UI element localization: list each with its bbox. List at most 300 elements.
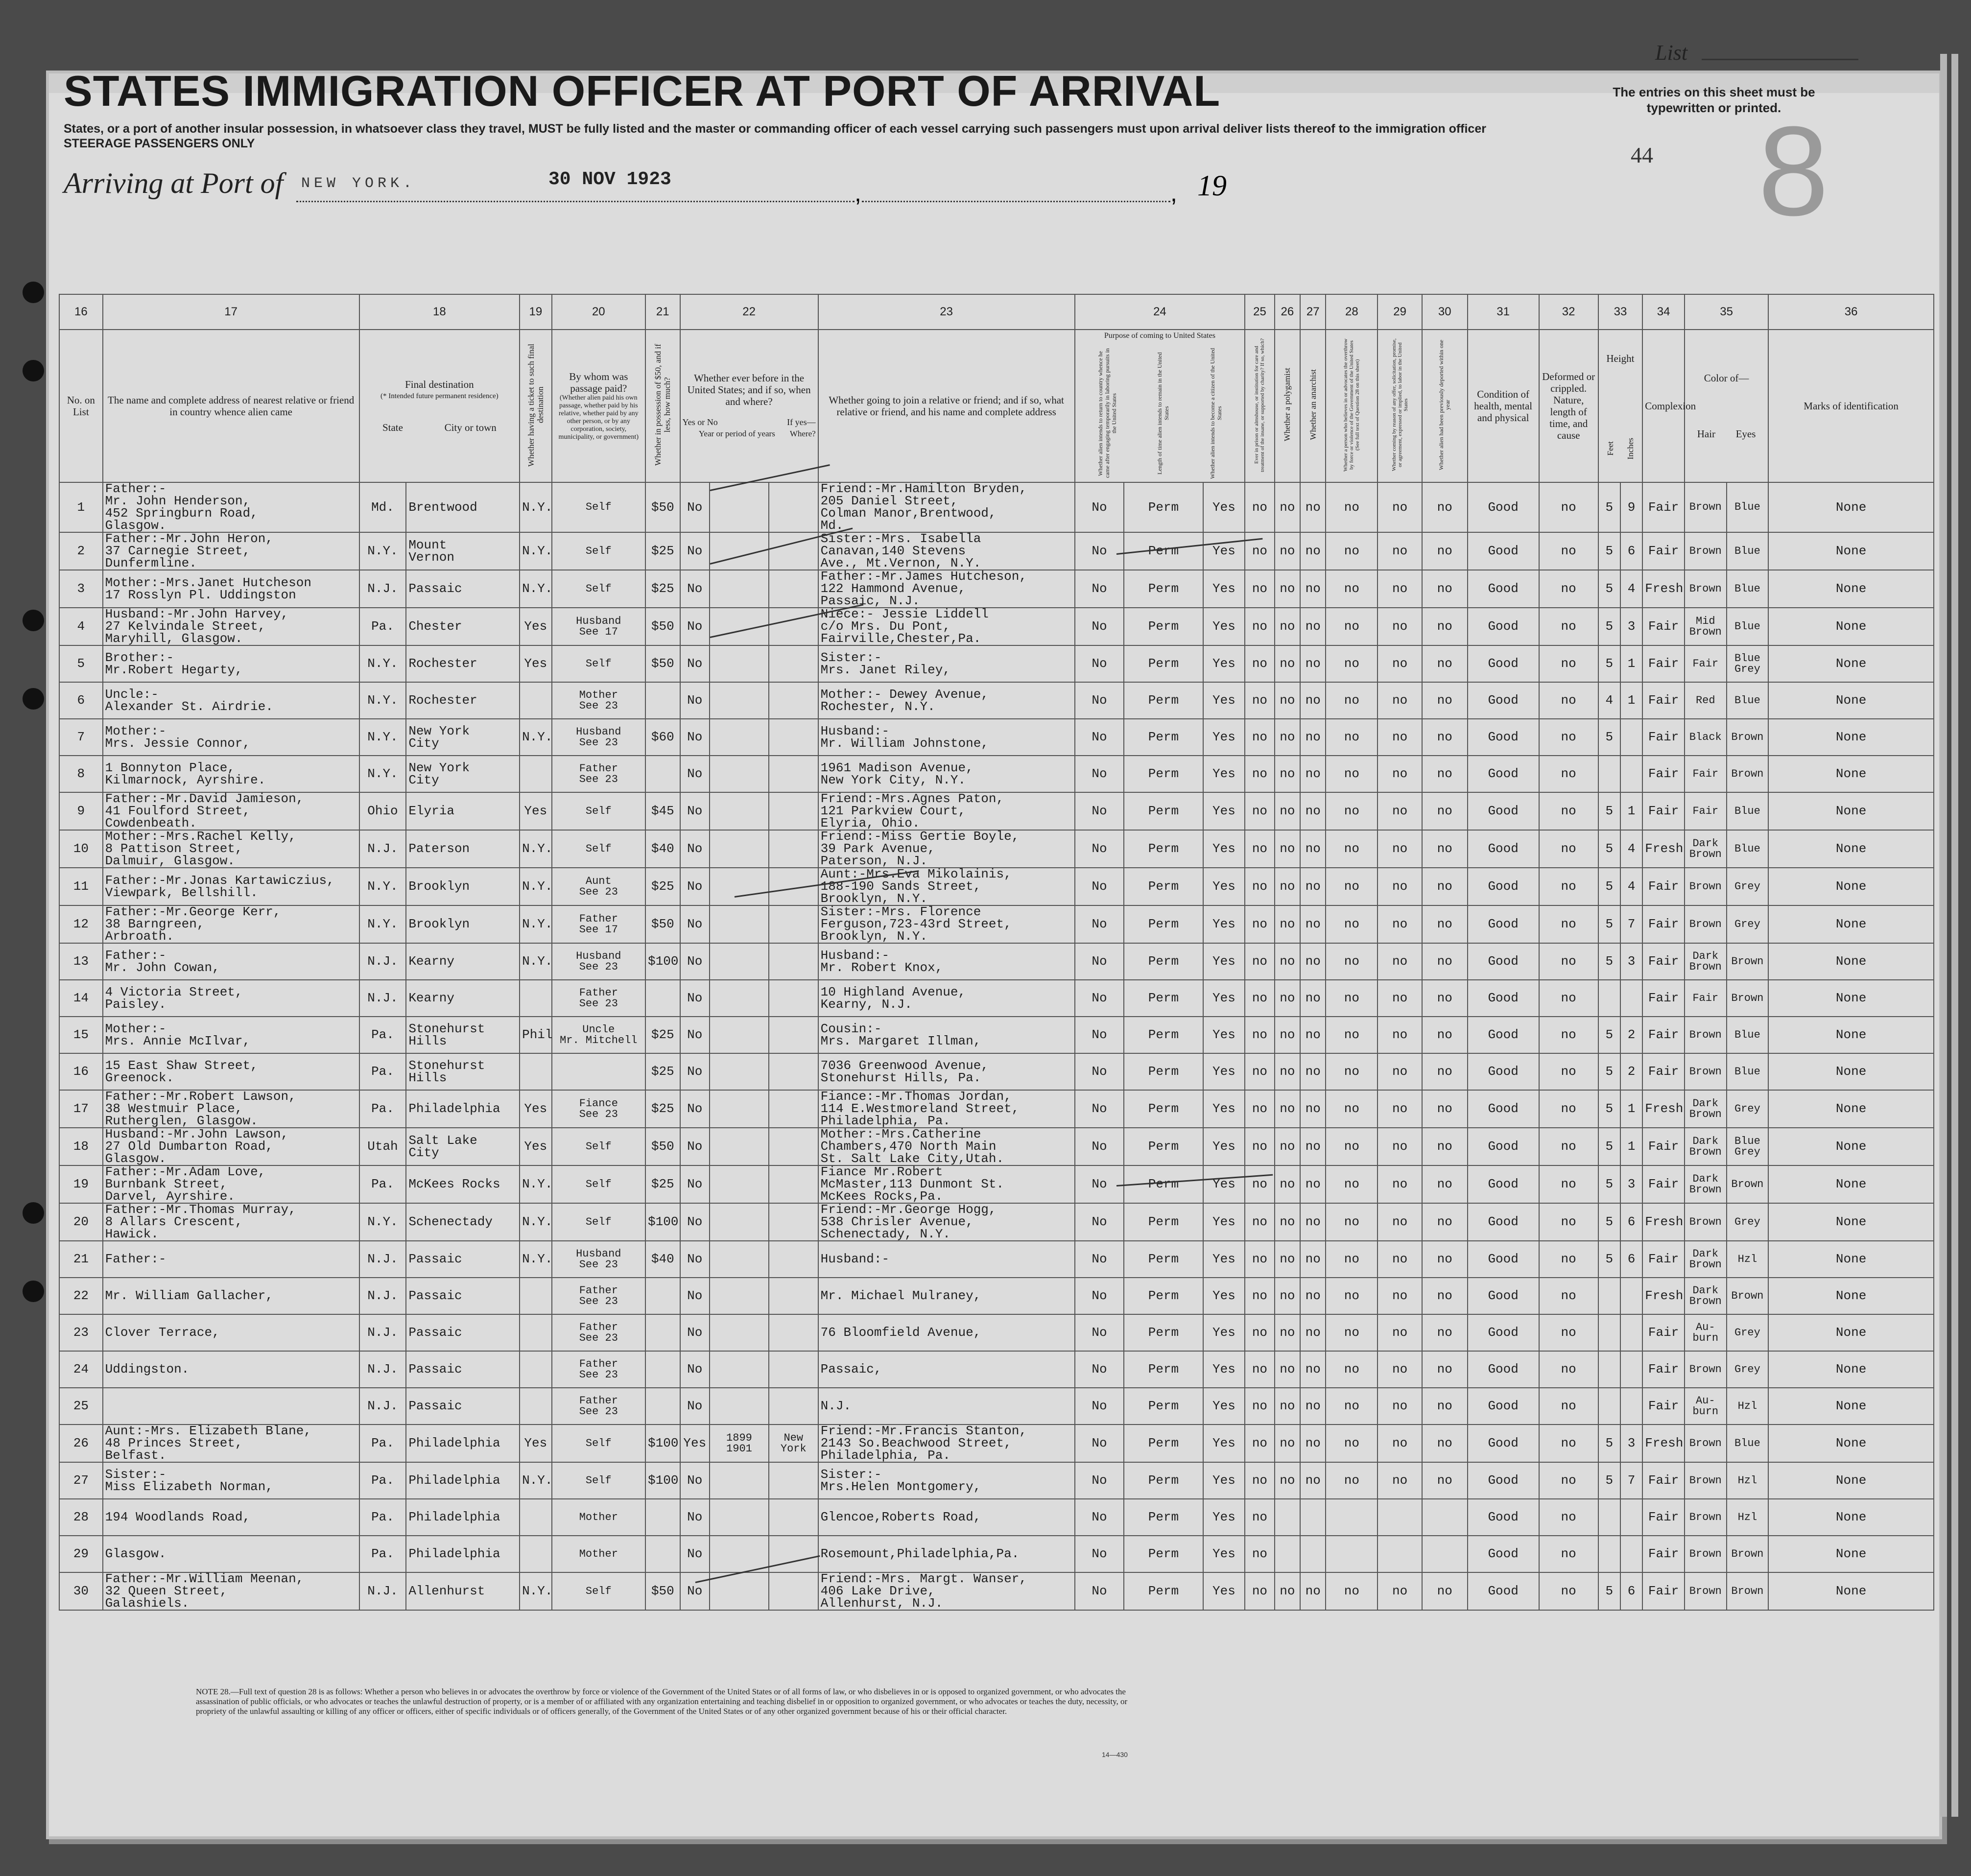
punch-hole xyxy=(23,610,44,631)
cell-no: 25 xyxy=(59,1388,103,1425)
cell-c26: no xyxy=(1275,645,1300,682)
cell-year xyxy=(710,1536,769,1572)
cell-c24a: No xyxy=(1075,868,1124,905)
cell-ticket xyxy=(520,682,551,719)
cell-city: Chester xyxy=(406,608,520,645)
header-final-destination xyxy=(359,330,520,482)
cell-where xyxy=(769,1017,818,1053)
cell-c29: no xyxy=(1377,608,1422,645)
cell-relative: Mother:-Mrs.Rachel Kelly, 8 Pattison Street, Dalmuir, Glasgow. xyxy=(103,830,359,868)
cell-ticket: Yes xyxy=(520,1128,551,1165)
header-24c: Whether alien intends to become a citizen of the United States xyxy=(1209,348,1223,479)
table-row xyxy=(59,482,1934,532)
cell-eyes: Blue xyxy=(1727,682,1769,719)
cell-feet: 5 xyxy=(1598,868,1620,905)
header-city: City or town xyxy=(444,422,497,433)
cell-c26: no xyxy=(1275,1165,1300,1203)
cell-ticket: N.Y. xyxy=(520,943,551,980)
cell-c30: no xyxy=(1422,645,1468,682)
cell-c27: no xyxy=(1300,1278,1326,1314)
cell-feet: 5 xyxy=(1598,905,1620,943)
cell-c28: no xyxy=(1326,830,1377,868)
cell-state: Pa. xyxy=(359,1165,406,1203)
cell-marks: None xyxy=(1768,1278,1934,1314)
cell-c24c: Yes xyxy=(1203,1017,1245,1053)
cell-year xyxy=(710,1314,769,1351)
cell-ticket: N.Y. xyxy=(520,719,551,756)
cell-c26: no xyxy=(1275,1203,1300,1241)
sheet-number: 44 xyxy=(1631,142,1653,167)
cell-where xyxy=(769,1241,818,1278)
cell-marks: None xyxy=(1768,1165,1934,1203)
cell-city: Philadelphia xyxy=(406,1462,520,1499)
table-row xyxy=(59,868,1934,905)
cell-state: N.Y. xyxy=(359,645,406,682)
cell-no: 15 xyxy=(59,1017,103,1053)
cell-complexion: Fair xyxy=(1642,482,1685,532)
header-28 xyxy=(1326,330,1377,482)
cell-ticket: N.Y. xyxy=(520,532,551,570)
cell-c25: no xyxy=(1245,1572,1274,1610)
cell-before: No xyxy=(680,943,710,980)
cell-marks: None xyxy=(1768,608,1934,645)
cell-ticket: Yes xyxy=(520,1425,551,1462)
cell-c28: no xyxy=(1326,1278,1377,1314)
cell-paid: Self xyxy=(552,645,645,682)
cell-c26: no xyxy=(1275,756,1300,792)
cell-deformed: no xyxy=(1539,1388,1598,1425)
cell-c29: no xyxy=(1377,1462,1422,1499)
year-label: 19 xyxy=(1197,169,1227,202)
cell-ticket: Yes xyxy=(520,608,551,645)
cell-year xyxy=(710,1128,769,1165)
cell-complexion: Fair xyxy=(1642,1241,1685,1278)
cell-marks: None xyxy=(1768,1128,1934,1165)
cell-eyes: Blue xyxy=(1727,792,1769,830)
cell-c24b: Perm xyxy=(1124,719,1203,756)
cell-c28: no xyxy=(1326,756,1377,792)
cell-state: Ohio xyxy=(359,792,406,830)
label-26: Whether a polygamist xyxy=(1282,368,1292,442)
table-row xyxy=(59,1128,1934,1165)
table-row xyxy=(59,1165,1934,1203)
cell-before: No xyxy=(680,570,710,608)
cell-before: No xyxy=(680,1017,710,1053)
cell-before: No xyxy=(680,1314,710,1351)
cell-c24a: No xyxy=(1075,1128,1124,1165)
cell-money xyxy=(645,980,680,1017)
cell-complexion: Fair xyxy=(1642,905,1685,943)
cell-feet: 5 xyxy=(1598,570,1620,608)
cell-hair: Brown xyxy=(1685,905,1727,943)
cell-c27: no xyxy=(1300,1241,1326,1278)
cell-c25: no xyxy=(1245,1425,1274,1462)
cell-health: Good xyxy=(1468,830,1539,868)
cell-complexion: Fair xyxy=(1642,719,1685,756)
cell-joining: Sister:- Mrs.Helen Montgomery, xyxy=(818,1462,1075,1499)
cell-complexion: Fair xyxy=(1642,608,1685,645)
cell-c24a: No xyxy=(1075,1314,1124,1351)
header-year-period: Year or period of years xyxy=(698,429,775,438)
cell-joining: Mother:- Dewey Avenue, Rochester, N.Y. xyxy=(818,682,1075,719)
cell-c27 xyxy=(1300,1499,1326,1536)
cell-ticket xyxy=(520,1314,551,1351)
cell-c28: no xyxy=(1326,943,1377,980)
cell-joining: Rosemount,Philadelphia,Pa. xyxy=(818,1536,1075,1572)
cell-inches: 1 xyxy=(1620,792,1642,830)
cell-feet: 5 xyxy=(1598,1572,1620,1610)
cell-marks: None xyxy=(1768,482,1934,532)
cell-year xyxy=(710,905,769,943)
cell-ticket: N.Y. xyxy=(520,570,551,608)
cell-c24c: Yes xyxy=(1203,1425,1245,1462)
cell-eyes: Grey xyxy=(1727,1090,1769,1128)
cell-health: Good xyxy=(1468,682,1539,719)
cell-health: Good xyxy=(1468,1241,1539,1278)
cell-relative: Father:- Mr. John Henderson, 452 Springburn Road, Glasgow. xyxy=(103,482,359,532)
cell-deformed: no xyxy=(1539,608,1598,645)
cell-no: 7 xyxy=(59,719,103,756)
cell-inches: 6 xyxy=(1620,532,1642,570)
cell-c26: no xyxy=(1275,1278,1300,1314)
cell-c24b: Perm xyxy=(1124,608,1203,645)
label-25: Ever in prison or almshouse, or institution for care and treatment of the insane, or supported by charity? If so, which? xyxy=(1254,337,1266,472)
cell-c30: no xyxy=(1422,608,1468,645)
cell-feet: 5 xyxy=(1598,792,1620,830)
cell-c24a: No xyxy=(1075,1241,1124,1278)
header-no-on-list: No. on List xyxy=(59,330,103,482)
cell-paid: Father See 23 xyxy=(552,1351,645,1388)
cell-paid: Self xyxy=(552,1203,645,1241)
cell-paid: Self xyxy=(552,792,645,830)
cell-c30: no xyxy=(1422,1053,1468,1090)
cell-marks: None xyxy=(1768,1388,1934,1425)
cell-c28: no xyxy=(1326,682,1377,719)
col-number: 17 xyxy=(103,294,359,330)
cell-deformed: no xyxy=(1539,482,1598,532)
table-row xyxy=(59,1536,1934,1572)
table-row xyxy=(59,1572,1934,1610)
cell-c26: no xyxy=(1275,830,1300,868)
cell-c29: no xyxy=(1377,756,1422,792)
cell-c30: no xyxy=(1422,1017,1468,1053)
cell-where xyxy=(769,980,818,1017)
cell-before: No xyxy=(680,868,710,905)
color-of-label: Color of— xyxy=(1704,372,1749,384)
col-number: 35 xyxy=(1685,294,1768,330)
cell-hair: Dark Brown xyxy=(1685,830,1727,868)
cell-inches: 3 xyxy=(1620,608,1642,645)
cell-year xyxy=(710,1499,769,1536)
cell-money: $25 xyxy=(645,1053,680,1090)
cell-feet: 5 xyxy=(1598,1425,1620,1462)
cell-money: $100 xyxy=(645,943,680,980)
cell-state: Pa. xyxy=(359,608,406,645)
cell-inches: 1 xyxy=(1620,645,1642,682)
cell-marks: None xyxy=(1768,1499,1934,1536)
cell-state: Pa. xyxy=(359,1090,406,1128)
cell-feet xyxy=(1598,1536,1620,1572)
cell-city: Salt Lake City xyxy=(406,1128,520,1165)
cell-no: 5 xyxy=(59,645,103,682)
cell-c25: no xyxy=(1245,1128,1274,1165)
header-color-of xyxy=(1685,330,1768,482)
cell-ticket: N.Y. xyxy=(520,1165,551,1203)
cell-c30: no xyxy=(1422,1572,1468,1610)
cell-deformed: no xyxy=(1539,1203,1598,1241)
cell-c29: no xyxy=(1377,1165,1422,1203)
cell-no: 24 xyxy=(59,1351,103,1388)
cell-c24b: Perm xyxy=(1124,1017,1203,1053)
cell-ticket: N.Y. xyxy=(520,1462,551,1499)
header-purpose xyxy=(1075,330,1245,482)
cell-c29: no xyxy=(1377,719,1422,756)
cell-inches: 2 xyxy=(1620,1017,1642,1053)
cell-state: N.J. xyxy=(359,830,406,868)
cell-relative: Uddingston. xyxy=(103,1351,359,1388)
col-number: 29 xyxy=(1377,294,1422,330)
cell-no: 14 xyxy=(59,980,103,1017)
col-number: 30 xyxy=(1422,294,1468,330)
cell-c24c: Yes xyxy=(1203,868,1245,905)
cell-eyes: Brown xyxy=(1727,1165,1769,1203)
cell-c26: no xyxy=(1275,868,1300,905)
cell-money: $25 xyxy=(645,1165,680,1203)
cell-health: Good xyxy=(1468,1278,1539,1314)
cell-c24b: Perm xyxy=(1124,532,1203,570)
cell-c27: no xyxy=(1300,830,1326,868)
cell-hair: Brown xyxy=(1685,1017,1727,1053)
cell-year xyxy=(710,792,769,830)
cell-paid: Fiance See 23 xyxy=(552,1090,645,1128)
cell-c30: no xyxy=(1422,868,1468,905)
cell-before: No xyxy=(680,905,710,943)
cell-c25: no xyxy=(1245,482,1274,532)
cell-year xyxy=(710,943,769,980)
cell-c24a: No xyxy=(1075,1462,1124,1499)
passage-note: (Whether alien paid his own passage, whether paid by his relative, whether paid by any other person, or by any corporation, society, municipality, or government) xyxy=(558,394,639,441)
cell-joining: Mother:-Mrs.Catherine Chambers,470 North Main St. Salt Lake City,Utah. xyxy=(818,1128,1075,1165)
cell-c29 xyxy=(1377,1499,1422,1536)
purpose-label: Purpose of coming to United States xyxy=(1104,332,1215,340)
cell-where xyxy=(769,1053,818,1090)
cell-c24b: Perm xyxy=(1124,1351,1203,1388)
cell-c24c: Yes xyxy=(1203,719,1245,756)
cell-c24c: Yes xyxy=(1203,532,1245,570)
cell-state: N.Y. xyxy=(359,1203,406,1241)
cell-ticket xyxy=(520,1278,551,1314)
table-row xyxy=(59,532,1934,570)
cell-joining: Mr. Michael Mulraney, xyxy=(818,1278,1075,1314)
header-30 xyxy=(1422,330,1468,482)
cell-no: 1 xyxy=(59,482,103,532)
cell-eyes: Blue xyxy=(1727,570,1769,608)
cell-ticket: N.Y. xyxy=(520,1572,551,1610)
cell-year xyxy=(710,482,769,532)
cell-c24c: Yes xyxy=(1203,756,1245,792)
cell-relative: Father:-Mr.Thomas Murray, 8 Allars Crescent, Hawick. xyxy=(103,1203,359,1241)
cell-state: N.Y. xyxy=(359,532,406,570)
cell-c25: no xyxy=(1245,570,1274,608)
final-destination-note: (* Intended future permanent residence) xyxy=(380,392,499,400)
cell-health: Good xyxy=(1468,792,1539,830)
cell-paid: Father See 17 xyxy=(552,905,645,943)
cell-before: No xyxy=(680,980,710,1017)
cell-c27: no xyxy=(1300,570,1326,608)
cell-deformed: no xyxy=(1539,682,1598,719)
cell-where xyxy=(769,1203,818,1241)
cell-feet xyxy=(1598,1278,1620,1314)
cell-relative: 15 East Shaw Street, Greenock. xyxy=(103,1053,359,1090)
cell-paid: Husband See 23 xyxy=(552,719,645,756)
table-row xyxy=(59,608,1934,645)
cell-no: 30 xyxy=(59,1572,103,1610)
form-code: 14—430 xyxy=(1102,1751,1128,1758)
manifest-table xyxy=(59,294,1934,1611)
cell-c26: no xyxy=(1275,1241,1300,1278)
cell-health: Good xyxy=(1468,1090,1539,1128)
cell-c24c: Yes xyxy=(1203,830,1245,868)
cell-c29: no xyxy=(1377,1278,1422,1314)
cell-c29 xyxy=(1377,1536,1422,1572)
cell-relative: Husband:-Mr.John Harvey, 27 Kelvindale Street, Maryhill, Glasgow. xyxy=(103,608,359,645)
cell-no: 11 xyxy=(59,868,103,905)
cell-marks: None xyxy=(1768,756,1934,792)
table-row xyxy=(59,756,1934,792)
cell-joining: Aunt:-Mrs.Eva Mikolainis, 188-190 Sands Street, Brooklyn, N.Y. xyxy=(818,868,1075,905)
cell-c28: no xyxy=(1326,868,1377,905)
cell-c28: no xyxy=(1326,1053,1377,1090)
cell-city: Passaic xyxy=(406,1388,520,1425)
col-number: 31 xyxy=(1468,294,1539,330)
cell-health: Good xyxy=(1468,943,1539,980)
cell-c27: no xyxy=(1300,1165,1326,1203)
cell-feet: 5 xyxy=(1598,608,1620,645)
cell-feet xyxy=(1598,980,1620,1017)
cell-c28: no xyxy=(1326,1017,1377,1053)
cell-c24a: No xyxy=(1075,570,1124,608)
col-number: 21 xyxy=(645,294,680,330)
cell-c24b: Perm xyxy=(1124,1053,1203,1090)
cell-hair: Dark Brown xyxy=(1685,1128,1727,1165)
cell-no: 21 xyxy=(59,1241,103,1278)
cell-c26 xyxy=(1275,1499,1300,1536)
cell-before: No xyxy=(680,1128,710,1165)
cell-feet: 5 xyxy=(1598,1241,1620,1278)
cell-where xyxy=(769,943,818,980)
cell-inches: 4 xyxy=(1620,868,1642,905)
header-26 xyxy=(1275,330,1300,482)
cell-c30: no xyxy=(1422,1314,1468,1351)
cell-before: No xyxy=(680,1165,710,1203)
cell-marks: None xyxy=(1768,682,1934,719)
cell-c30: no xyxy=(1422,1351,1468,1388)
cell-hair: Brown xyxy=(1685,1425,1727,1462)
cell-before: No xyxy=(680,645,710,682)
cell-health: Good xyxy=(1468,1572,1539,1610)
cell-joining: Friend:-Mr.Hamilton Bryden, 205 Daniel Street, Colman Manor,Brentwood, Md. xyxy=(818,482,1075,532)
cell-c27: no xyxy=(1300,905,1326,943)
cell-relative: Mother:-Mrs.Janet Hutcheson 17 Rosslyn Pl. Uddingston xyxy=(103,570,359,608)
cell-joining: 10 Highland Avenue, Kearny, N.J. xyxy=(818,980,1075,1017)
page-stack-edge xyxy=(1951,54,1958,1817)
punch-hole xyxy=(23,688,44,710)
cell-c30: no xyxy=(1422,570,1468,608)
cell-c24b: Perm xyxy=(1124,645,1203,682)
cell-eyes: Grey xyxy=(1727,1203,1769,1241)
cell-marks: None xyxy=(1768,868,1934,905)
table-row xyxy=(59,1241,1934,1278)
cell-money: $40 xyxy=(645,1241,680,1278)
cell-c24b: Perm xyxy=(1124,1314,1203,1351)
table-row xyxy=(59,1053,1934,1090)
cell-joining: Niece:- Jessie Liddell c/o Mrs. Du Pont, Fairville,Chester,Pa. xyxy=(818,608,1075,645)
cell-year xyxy=(710,830,769,868)
cell-health: Good xyxy=(1468,482,1539,532)
cell-money: $25 xyxy=(645,532,680,570)
cell-deformed: no xyxy=(1539,1241,1598,1278)
cell-complexion: Fair xyxy=(1642,756,1685,792)
cell-c24a: No xyxy=(1075,682,1124,719)
cell-before: No xyxy=(680,1572,710,1610)
cell-inches: 4 xyxy=(1620,830,1642,868)
cell-marks: None xyxy=(1768,1203,1934,1241)
cell-city: Passaic xyxy=(406,1351,520,1388)
cell-deformed: no xyxy=(1539,868,1598,905)
header-ticket xyxy=(520,330,551,482)
cell-deformed: no xyxy=(1539,1572,1598,1610)
cell-state: N.Y. xyxy=(359,719,406,756)
cell-marks: None xyxy=(1768,570,1934,608)
cell-c29: no xyxy=(1377,1128,1422,1165)
cell-feet: 5 xyxy=(1598,482,1620,532)
list-label: List xyxy=(1655,41,1688,65)
cell-complexion: Fair xyxy=(1642,1499,1685,1536)
cell-state: N.J. xyxy=(359,1278,406,1314)
cell-money xyxy=(645,1351,680,1388)
cell-eyes: Brown xyxy=(1727,980,1769,1017)
cell-joining: Cousin:- Mrs. Margaret Illman, xyxy=(818,1017,1075,1053)
cell-city: Philadelphia xyxy=(406,1499,520,1536)
col-number: 24 xyxy=(1075,294,1245,330)
cell-c26: no xyxy=(1275,1314,1300,1351)
cell-joining: Friend:-Mrs.Agnes Paton, 121 Parkview Court, Elyria, Ohio. xyxy=(818,792,1075,830)
cell-hair: Black xyxy=(1685,719,1727,756)
cell-before: No xyxy=(680,719,710,756)
cell-eyes: Brown xyxy=(1727,1572,1769,1610)
cell-c24c: Yes xyxy=(1203,682,1245,719)
col-number: 26 xyxy=(1275,294,1300,330)
cell-money: $50 xyxy=(645,645,680,682)
cell-money: $60 xyxy=(645,719,680,756)
cell-year xyxy=(710,868,769,905)
cell-ticket: N.Y. xyxy=(520,1203,551,1241)
cell-complexion: Fair xyxy=(1642,1017,1685,1053)
punch-hole xyxy=(23,1202,44,1224)
cell-state: N.J. xyxy=(359,1388,406,1425)
cell-city: Rochester xyxy=(406,645,520,682)
cell-c30: no xyxy=(1422,532,1468,570)
cell-c28 xyxy=(1326,1536,1377,1572)
cell-inches xyxy=(1620,719,1642,756)
cell-state: Pa. xyxy=(359,1462,406,1499)
cell-deformed: no xyxy=(1539,1462,1598,1499)
col-number: 20 xyxy=(552,294,645,330)
cell-c30: no xyxy=(1422,905,1468,943)
cell-hair: Dark Brown xyxy=(1685,943,1727,980)
cell-hair: Fair xyxy=(1685,645,1727,682)
col-number: 28 xyxy=(1326,294,1377,330)
